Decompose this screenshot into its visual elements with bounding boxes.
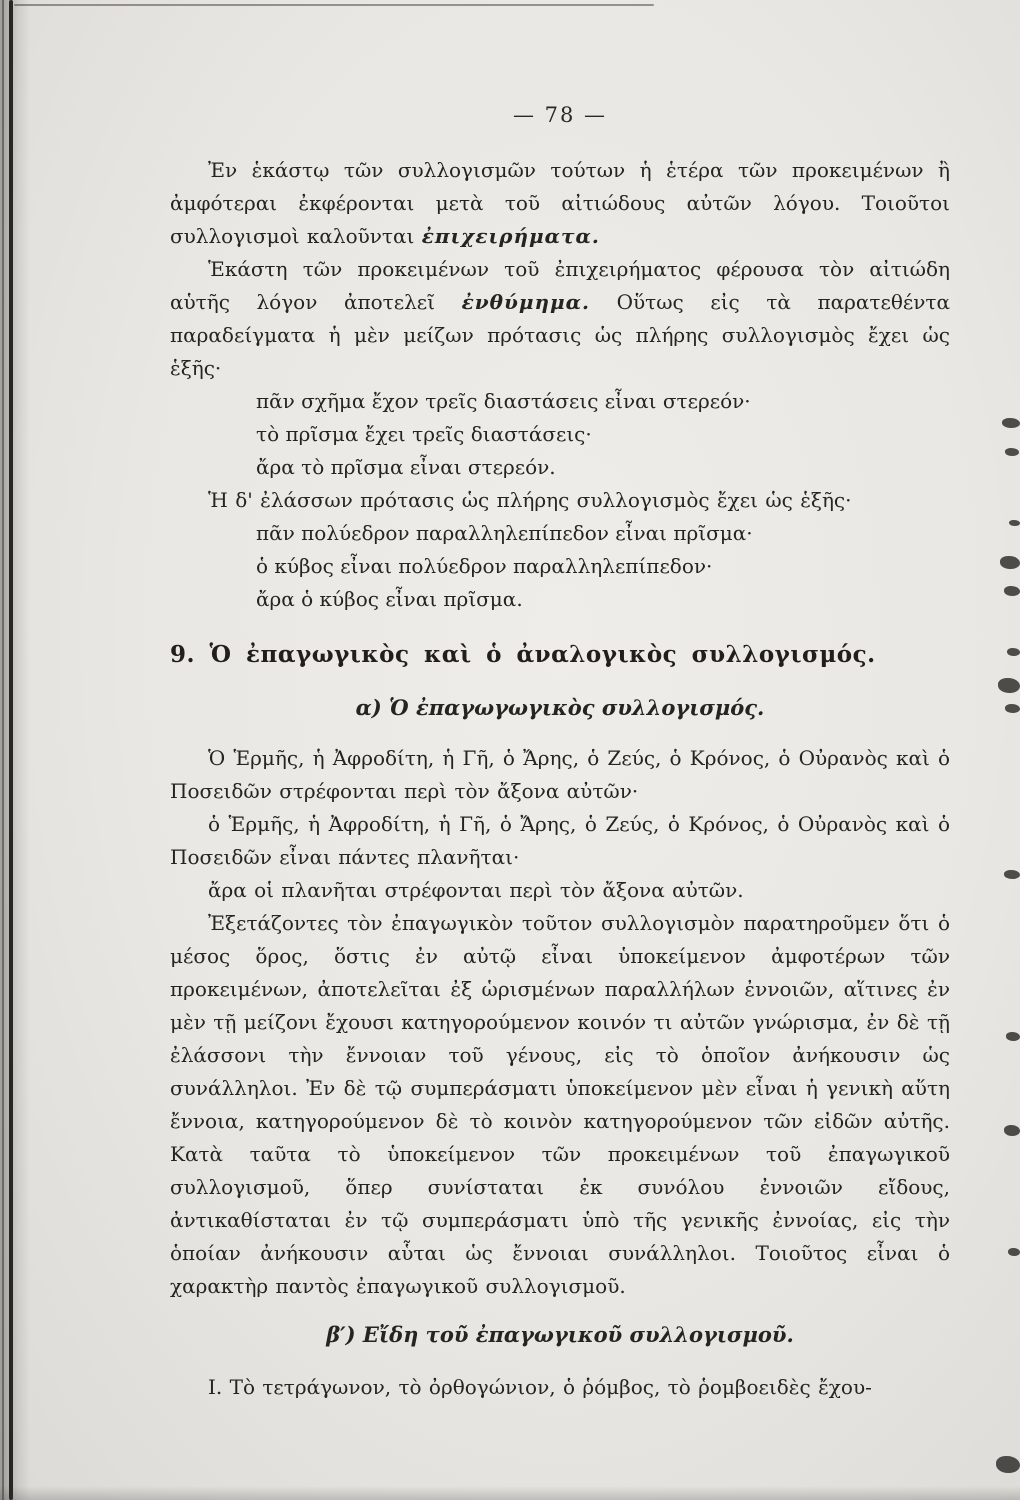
text-run: Ἐν ἑκάστῳ τῶν συλλογισμῶν τούτων ἡ ἑτέρα τῶν προκειμένων ἢ ἀμφότεραι ἐκφέρονται μετὰ τοῦ αἰτιώδους αὐτῶν λόγου. Τοιοῦτοι συλλογισμοὶ καλοῦνται bbox=[170, 158, 950, 248]
scan-left-shade bbox=[0, 0, 30, 1500]
emphasized-term-epicheiremata: ἐπιχειρήματα. bbox=[421, 224, 600, 248]
subsection-a-heading: α) Ὁ ἐπαγωγωγικὸς συλλογισμός. bbox=[355, 695, 765, 720]
syllogism-line: πᾶν πολύεδρον παραλληλεπίπεδον εἶναι πρῖσμα· bbox=[256, 521, 753, 545]
scan-smudge bbox=[1005, 704, 1020, 713]
section-9-heading: 9. Ὁ ἐπαγωγικὸς καὶ ὁ ἀναλογικὸς συλλογισμός. bbox=[170, 641, 876, 668]
scan-smudge bbox=[1008, 1248, 1020, 1256]
paragraph-kinds-first-line: Ι. Τὸ τετράγωνον, τὸ ὀρθογώνιον, ὁ ῥόμβος, τὸ ῥομβοειδὲς ἔχου- bbox=[208, 1375, 872, 1399]
scan-top-line bbox=[14, 4, 654, 6]
scan-smudge bbox=[996, 1456, 1020, 1473]
syllogism-minor-premise bbox=[256, 517, 950, 616]
premise-planets-1: Ὁ Ἑρμῆς, ἡ Ἀφροδίτη, ἡ Γῆ, ὁ Ἄρης, ὁ Ζεύς, ὁ Κρόνος, ὁ Οὐρανὸς καὶ ὁ Ποσειδῶν στρέφονται περὶ τὸν ἄξονα αὐτῶν· bbox=[170, 746, 950, 803]
syllogism-line: ἄρα τὸ πρῖσμα εἶναι στερεόν. bbox=[256, 455, 556, 479]
scan-left-line bbox=[9, 0, 13, 1500]
scan-smudge bbox=[1002, 418, 1020, 428]
paragraph-minor-intro: Ἡ δ' ἐλάσσων πρότασις ὡς πλήρης συλλογισμὸς ἔχει ὡς ἑξῆς· bbox=[208, 488, 852, 512]
scan-smudge bbox=[1004, 870, 1020, 879]
scan-smudge bbox=[1000, 556, 1020, 569]
scan-smudge bbox=[1006, 1032, 1020, 1041]
paragraph-enthymema bbox=[170, 253, 950, 385]
scan-smudge bbox=[1004, 1125, 1020, 1136]
syllogism-line: ἄρα ὁ κύβος εἶναι πρῖσμα. bbox=[256, 587, 523, 611]
scan-smudge bbox=[1005, 448, 1019, 456]
scan-smudge bbox=[998, 678, 1020, 693]
syllogism-line: ὁ κύβος εἶναι πολύεδρον παραλληλεπίπεδον· bbox=[256, 554, 713, 578]
paragraph-inductive-analysis: Ἐξετάζοντες τὸν ἐπαγωγικὸν τοῦτον συλλογισμὸν παρατηροῦμεν ὅτι ὁ μέσος ὅρος, ὅστις ἐν αὐτῷ εἶναι ὑποκείμενον ἀμφοτέρων τῶν προκειμένων, ἀποτελεῖται ἐξ ὡρισμένων παραλλήλων ἐννοιῶν, αἵτινες ἐν μὲν τῇ μείζονι ἔχουσι κατηγορούμενον κοινόν τι αὐτῶν γνώρισμα, ἐν δὲ τῇ ἐλάσσονι τὴν ἔννοιαν τοῦ γένους, εἰς τὸ ὁποῖον ἀνήκουσιν ὡς συνάλληλοι. Ἐν δὲ τῷ συμπεράσματι ὑποκείμενον μὲν εἶναι ἡ γενικὴ αὕτη ἔννοια, κατηγορούμενον δὲ τὸ κοινὸν κατηγορούμενον τῶν εἰδῶν αὐτῆς. Κατὰ ταῦτα τὸ ὑποκείμενον τῶν προκειμένων τοῦ ἐπαγωγικοῦ συλλογισμοῦ, ὅπερ συνίσταται ἐκ συνόλου ἐννοιῶν εἴδους, ἀντικαθίσταται ἐν τῷ συμπεράσματι ὑπὸ τῆς γενικῆς ἐννοίας, εἰς τὴν ὁποίαν ἀνήκουσιν αὗται ὡς ἔννοιαι συνάλληλοι. Τοιοῦτος εἶναι ὁ χαρακτὴρ παντὸς ἐπαγωγικοῦ συλλογισμοῦ. bbox=[170, 911, 950, 1298]
text-run: Οὕτως εἰς τὰ παρατεθέντα παραδείγματα ἡ μὲν μείζων πρότασις ὡς πλήρης συλλογισμὸς ἔχει ὡς ἑξῆς· bbox=[170, 290, 950, 380]
scan-smudge bbox=[1007, 648, 1020, 656]
scan-smudge bbox=[1004, 586, 1020, 596]
page-number: — 78 — bbox=[512, 103, 608, 127]
scan-bottom-shade bbox=[0, 1486, 1020, 1500]
scan-smudge bbox=[1009, 520, 1020, 526]
subsection-b-heading: β′) Εἴδη τοῦ ἐπαγωγικοῦ συλλογισμοῦ. bbox=[326, 1322, 794, 1347]
conclusion-planets: ἄρα οἱ πλανῆται στρέφονται περὶ τὸν ἄξονα αὐτῶν. bbox=[208, 878, 744, 902]
paragraph-epicheiremata bbox=[170, 154, 950, 253]
syllogism-major-premise bbox=[256, 385, 950, 484]
syllogism-line: τὸ πρῖσμα ἔχει τρεῖς διαστάσεις· bbox=[256, 422, 592, 446]
text-run: Ἑκάστη τῶν προκειμένων τοῦ ἐπιχειρήματος φέρουσα τὸν αἰτιώδη αὑτῆς λόγον ἀποτελεῖ bbox=[170, 257, 950, 314]
scan-left-outer-line bbox=[2, 0, 4, 1500]
page-content bbox=[170, 100, 950, 1404]
syllogism-line: πᾶν σχῆμα ἔχον τρεῖς διαστάσεις εἶναι στερεόν· bbox=[256, 389, 751, 413]
premise-planets-2: ὁ Ἑρμῆς, ἡ Ἀφροδίτη, ἡ Γῆ, ὁ Ἄρης, ὁ Ζεύς, ὁ Κρόνος, ὁ Οὐρανὸς καὶ ὁ Ποσειδῶν εἶναι πάντες πλανῆται· bbox=[170, 812, 950, 869]
emphasized-term-enthymema: ἐνθύμημα. bbox=[461, 290, 591, 314]
